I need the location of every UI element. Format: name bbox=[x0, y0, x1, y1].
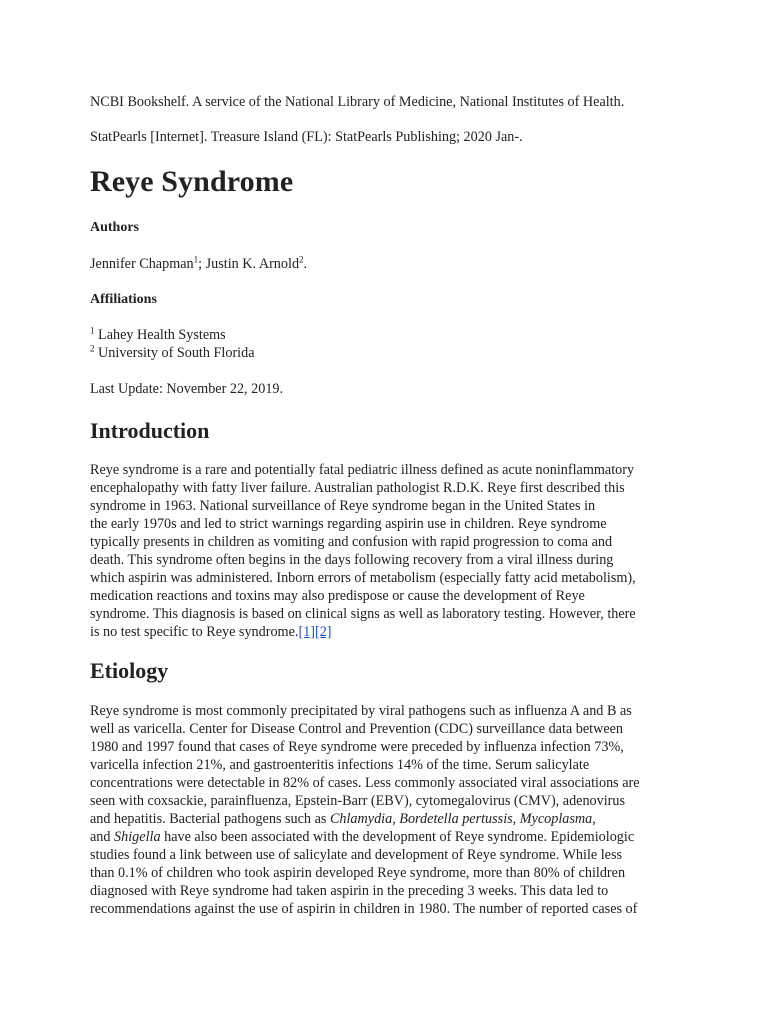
paragraph-line: the early 1970s and led to strict warnings regarding aspirin use in children. Reye syndrome bbox=[90, 516, 607, 532]
separator: , bbox=[392, 811, 400, 827]
paragraph-line: encephalopathy with fatty liver failure. Australian pathologist R.D.K. Reye first described this bbox=[90, 480, 625, 496]
affiliation-number: 1 bbox=[90, 325, 95, 336]
pathogen-name: Shigella bbox=[114, 829, 161, 845]
paragraph-line: diagnosed with Reye syndrome had taken aspirin in the preceding 3 weeks. This data led to bbox=[90, 883, 609, 899]
paragraph-line bbox=[90, 810, 680, 828]
affiliation-name: Lahey Health Systems bbox=[98, 327, 226, 343]
affiliation-item bbox=[90, 345, 255, 362]
paragraph-line bbox=[90, 828, 680, 846]
pathogen-name: Bordetella pertussis bbox=[399, 811, 513, 827]
paragraph-line: varicella infection 21%, and gastroenteritis infections 14% of the time. Serum salicylate bbox=[90, 757, 590, 773]
authors-label: Authors bbox=[90, 220, 140, 235]
affiliations-label: Affiliations bbox=[90, 292, 157, 307]
paragraph-line: Reye syndrome is most commonly precipitated by viral pathogens such as influenza A and B as bbox=[90, 703, 632, 719]
affiliation-item bbox=[90, 327, 226, 344]
paragraph-line: death. This syndrome often begins in the days following recovery from a viral illness during bbox=[90, 552, 614, 568]
affiliation-name: University of South Florida bbox=[98, 345, 255, 361]
paragraph-line-text: and hepatitis. Bacterial pathogens such as bbox=[90, 811, 330, 827]
authors-end: . bbox=[303, 256, 308, 272]
author-name: Jennifer Chapman bbox=[90, 256, 194, 272]
paragraph-line: concentrations were detectable in 82% of cases. Less commonly associated viral associations are bbox=[90, 775, 640, 791]
paragraph-line: which aspirin was administered. Inborn errors of metabolism (especially fatty acid metabolism), bbox=[90, 570, 636, 586]
paragraph-line: medication reactions and toxins may also predispose or cause the development of Reye bbox=[90, 588, 585, 604]
paragraph-line: syndrome. This diagnosis is based on clinical signs as well as laboratory testing. However, there bbox=[90, 606, 636, 622]
author-name: Justin K. Arnold bbox=[205, 256, 300, 272]
authors-list bbox=[90, 256, 307, 273]
section-heading-etiology: Etiology bbox=[90, 658, 169, 683]
reference-link-2[interactable]: [2] bbox=[314, 624, 332, 640]
affiliation-number: 2 bbox=[90, 343, 95, 354]
paragraph-line-text: is no test specific to Reye syndrome. bbox=[90, 624, 299, 640]
section-heading-introduction: Introduction bbox=[90, 418, 210, 443]
paragraph-line: seen with coxsackie, parainfluenza, Epstein-Barr (EBV), cytomegalovirus (CMV), adenovirus bbox=[90, 793, 626, 809]
paragraph-line-text: have also been associated with the development of Reye syndrome. Epidemiologic bbox=[160, 829, 635, 845]
paragraph-line: typically presents in children as vomiting and confusion with rapid progression to coma and bbox=[90, 534, 613, 550]
header-line-2: StatPearls [Internet]. Treasure Island (FL): StatPearls Publishing; 2020 Jan-. bbox=[90, 129, 523, 145]
paragraph-line-text: and bbox=[90, 829, 115, 845]
pathogen-name: Chlamydia bbox=[329, 811, 393, 827]
paragraph-line bbox=[90, 623, 680, 641]
paragraph-line: syndrome in 1963. National surveillance of Reye syndrome began in the United States in bbox=[90, 498, 596, 514]
header-line-1: NCBI Bookshelf. A service of the National Library of Medicine, National Institutes of Health. bbox=[90, 94, 625, 110]
paragraph-line: 1980 and 1997 found that cases of Reye syndrome were preceded by influenza infection 73%, bbox=[90, 739, 624, 755]
paragraph-line: Reye syndrome is a rare and potentially fatal pediatric illness defined as acute noninflammatory bbox=[90, 462, 635, 478]
author-affiliation-number: 1 bbox=[193, 254, 199, 265]
reference-link-1[interactable]: [1] bbox=[298, 624, 315, 640]
separator: , bbox=[512, 811, 520, 827]
author-separator: ; bbox=[198, 256, 206, 272]
paragraph-line: studies found a link between use of salicylate and development of Reye syndrome. While less bbox=[90, 847, 623, 863]
author-affiliation-number: 2 bbox=[299, 254, 304, 265]
paragraph-line: well as varicella. Center for Disease Control and Prevention (CDC) surveillance data between bbox=[90, 721, 624, 737]
last-update: Last Update: November 22, 2019. bbox=[90, 381, 284, 397]
introduction-paragraph bbox=[90, 461, 680, 641]
etiology-paragraph bbox=[90, 702, 680, 918]
page-title: Reye Syndrome bbox=[90, 165, 294, 198]
paragraph-line: than 0.1% of children who took aspirin developed Reye syndrome, more than 80% of children bbox=[90, 865, 626, 881]
separator: , bbox=[592, 811, 596, 827]
paragraph-line: recommendations against the use of aspirin in children in 1980. The number of reported cases of bbox=[90, 901, 638, 917]
pathogen-name: Mycoplasma bbox=[519, 811, 593, 827]
